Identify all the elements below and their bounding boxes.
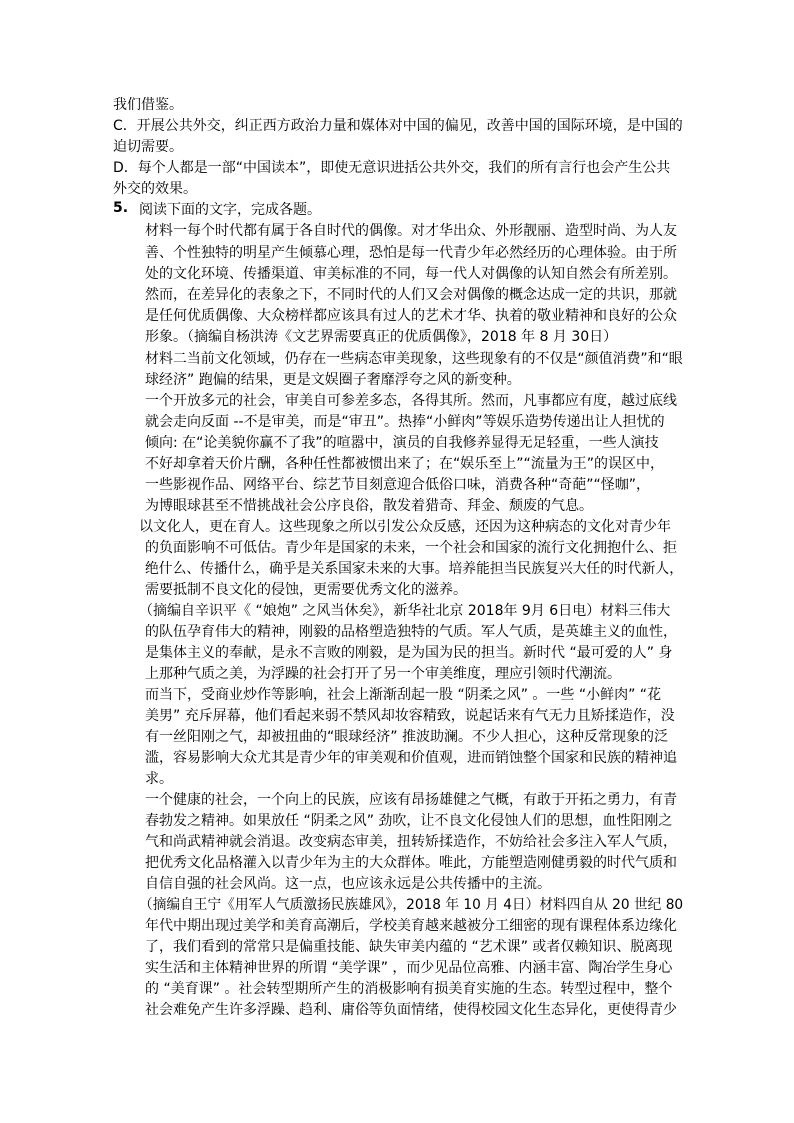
text-line: 一个开放多元的社会，审美自可参差多态，各得其所。然而，凡事都应有度，越过底线 xyxy=(145,393,677,409)
text-line: 就会走向反面 --不是审美，而是“审丑”。热捧“小鲜肉”等娱乐造势传递出让人担忧的 xyxy=(145,414,665,430)
text-line: C．开展公共外交，纠正西方政治力量和媒体对中国的偏见，改善中国的国际环境，是中国的 xyxy=(113,118,683,134)
text-line: 实生活和主体精神世界的所谓 “美学课” ，而少见品位高雅、内涵丰富、陶冶学生身心 xyxy=(145,960,673,976)
text-line: 气和尚武精神就会消退。改变病态审美，扭转矫揉造作，不妨给社会多注入军人气质， xyxy=(145,834,677,850)
text-line: 以文化人，更在育人。这些现象之所以引发公众反感，还因为这种病态的文化对青少年 xyxy=(139,519,671,535)
text-line: 是集体主义的奉献，是永不言败的刚毅，是为国为民的担当。新时代 “最可爱的人” 身 xyxy=(145,645,673,661)
text-line: 迫切需要。 xyxy=(113,139,183,155)
text-line: 阅读下面的文字，完成各题。 xyxy=(139,202,321,218)
text-line: D．每个人都是一部“中国读本”，即使无意识进括公共外交，我们的所有言行也会产生公共 xyxy=(113,160,671,176)
text-line: 倾向: 在“论美貌你赢不了我”的喧嚣中，演员的自我修养显得无足轻重，一些人演技 xyxy=(145,435,659,451)
text-line: 绝什么、传播什么，确乎是关系国家未来的大事。培养能担当民族复兴大任的时代新人， xyxy=(145,561,683,577)
text-line: 材料二当前文化领域，仍存在一些病态审美现象，这些现象有的不仅是“颜值消费”和“眼 xyxy=(145,351,683,367)
text-line: 一些影视作品、网络平台、综艺节目刻意迎合低俗口味，消费各种“奇葩”“怪咖”， xyxy=(145,477,651,493)
text-line: 美男” 充斥屏幕，他们看起来弱不禁风却妆容精致，说起话来有气无力且矫揉造作，没 xyxy=(145,708,675,724)
text-line: 春勃发之精神。如果放任 “阴柔之风” 劲吹，让不良文化侵蚀人们的思想，血性阳刚之 xyxy=(145,813,673,829)
text-line: 形象。（摘编自杨洪涛《文艺界需要真正的优质偶像》，2018 年 8 月 30日） xyxy=(145,329,618,345)
text-line: 材料一每个时代都有属于各自时代的偶像。对才华出众、外形靓丽、造型时尚、为人友 xyxy=(145,223,677,239)
text-line: 社会难免产生许多浮躁、趋利、庸俗等负面情绪，使得校园文化生态异化，更使得青少 xyxy=(145,1002,677,1018)
text-line: 自信自强的社会风尚。这一点，也应该永远是公共传播中的主流。 xyxy=(145,876,551,892)
text-line: 年代中期出现过美学和美育高潮后，学校美育越来越被分工细密的现有课程体系边缘化 xyxy=(145,918,677,934)
text-line: 的负面影响不可低估。青少年是国家的未来，一个社会和国家的流行文化拥抱什么、拒 xyxy=(145,540,677,556)
text-line: 求。 xyxy=(145,771,173,787)
text-line: 处的文化环境、传播渠道、审美标准的不同，每一代人对偶像的认知自然会有所差别。 xyxy=(145,266,677,282)
text-line: 滥，容易影响大众尤其是青少年的审美观和价值观，进而销蚀整个国家和民族的精神追 xyxy=(145,750,677,766)
text-line: 然而，在差异化的表象之下，不同时代的人们又会对偶像的概念达成一定的共识，那就 xyxy=(145,287,677,303)
text-line: 的队伍孕育伟大的精神，刚毅的品格塑造独特的气质。军人气质，是英雄主义的血性， xyxy=(145,624,677,640)
text-line: 一个健康的社会，一个向上的民族，应该有昂扬雄健之气概，有敢于开拓之勇力，有青 xyxy=(145,792,677,808)
text-line: 不好却拿着天价片酬，各种任性都被惯出来了；在“娱乐至上”“流量为王”的误区中， xyxy=(145,456,665,472)
text-line: 球经济” 跑偏的结果，更是文娱圈子奢靡浮夸之风的新变种。 xyxy=(145,372,521,388)
text-line: （摘编自辛识平《 “娘炮” 之风当休矣》，新华社北京 2018年 9月 6日电）材料三伟大 xyxy=(139,603,671,619)
text-line: 为博眼球甚至不惜挑战社会公序良俗，散发着猎奇、拜金、颓废的气息。 xyxy=(145,498,593,514)
text-line: 我们借鉴。 xyxy=(113,97,183,113)
text-line: 的 “美育课” 。社会转型期所产生的消极影响有损美育实施的生态。转型过程中，整个 xyxy=(145,981,673,997)
text-line: 有一丝阳刚之气，却被扭曲的“眼球经济” 推波助澜。不少人担心，这种反常现象的泛 xyxy=(145,729,668,745)
text-line: 外交的效果。 xyxy=(113,181,197,197)
text-line: 是任何优质偶像、大众榜样都应该具有过人的艺术才华、执着的敬业精神和良好的公众 xyxy=(145,308,677,324)
text-line: 而当下，受商业炒作等影响，社会上渐渐刮起一股 “阴柔之风” 。一些 “小鲜肉” “花 xyxy=(145,687,662,703)
text-line: 5. xyxy=(113,200,129,216)
text-line: 需要抵制不良文化的侵蚀，更需要优秀文化的滋养。 xyxy=(145,582,467,598)
text-line: 善、个性独特的明星产生倾慕心理，恐怕是每一代青少年必然经历的心理体验。由于所 xyxy=(145,245,677,261)
text-line: 上那种气质之美，为浮躁的社会打开了另一个审美维度，理应引领时代潮流。 xyxy=(145,666,621,682)
text-line: （摘编自王宁《用军人气质激扬民族雄风》，2018 年 10 月 4日）材料四自从 20 世纪 80 xyxy=(139,897,684,913)
text-line: 把优秀文化品格灌入以青少年为主的大众群体。唯此，方能塑造刚健勇毅的时代气质和 xyxy=(145,855,677,871)
text-line: 了，我们看到的常常只是偏重技能、缺失审美内蕴的 “艺术课” 或者仅赖知识、脱离现 xyxy=(145,939,673,955)
